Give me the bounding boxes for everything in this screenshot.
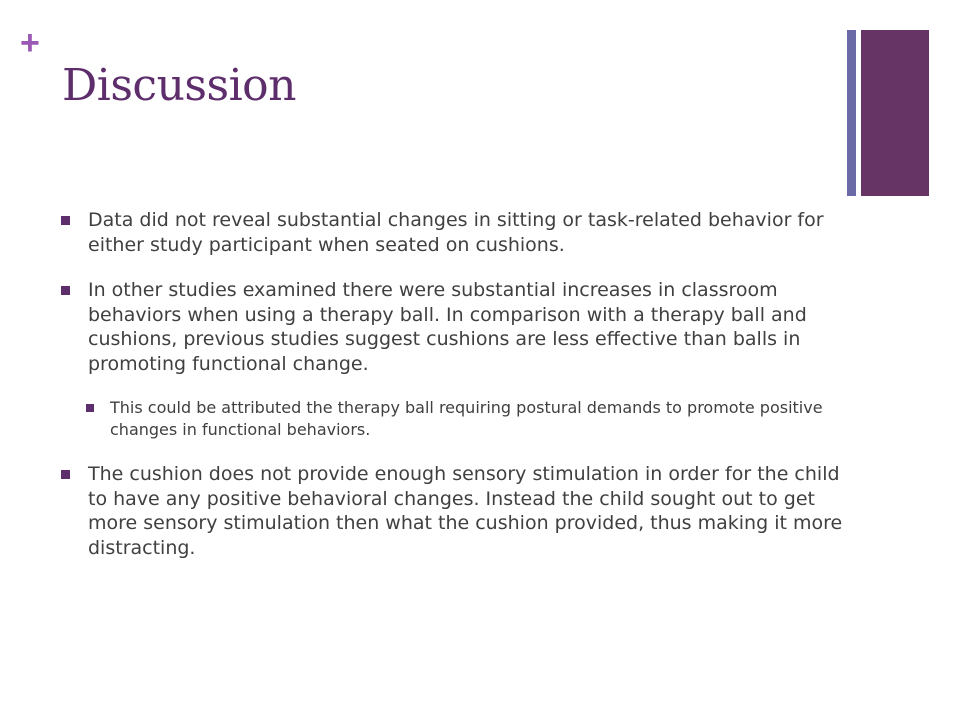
- sub-bullet-item: [82, 397, 850, 441]
- bullet-text: The cushion does not provide enough sensory stimulation in order for the child to have any positive behavioral changes. Instead the child sought out to get more sensory stimulation then what the cushion provided, thus making it more distracting.: [88, 463, 843, 559]
- square-bullet-icon: [86, 404, 94, 412]
- plus-icon: +: [20, 24, 40, 62]
- slide-title: Discussion: [62, 60, 296, 111]
- bullet-text: In other studies examined there were substantial increases in classroom behaviors when using a therapy ball. In comparison with a therapy ball and cushions, previous studies suggest cushions are less effective than balls in promoting functional change.: [88, 279, 807, 375]
- square-bullet-icon: [61, 286, 70, 295]
- bullet-item: [60, 208, 850, 257]
- accent-bar-narrow: [847, 30, 856, 196]
- bullet-item: [60, 278, 850, 376]
- square-bullet-icon: [61, 470, 70, 479]
- bullet-text: Data did not reveal substantial changes in sitting or task-related behavior for either study participant when seated on cushions.: [88, 209, 824, 256]
- slide-body: [60, 208, 850, 581]
- bullet-item: [60, 462, 850, 560]
- accent-bar-wide: [861, 30, 929, 196]
- square-bullet-icon: [61, 216, 70, 225]
- sub-bullet-text: This could be attributed the therapy ball requiring postural demands to promote positive changes in functional behaviors.: [110, 398, 823, 439]
